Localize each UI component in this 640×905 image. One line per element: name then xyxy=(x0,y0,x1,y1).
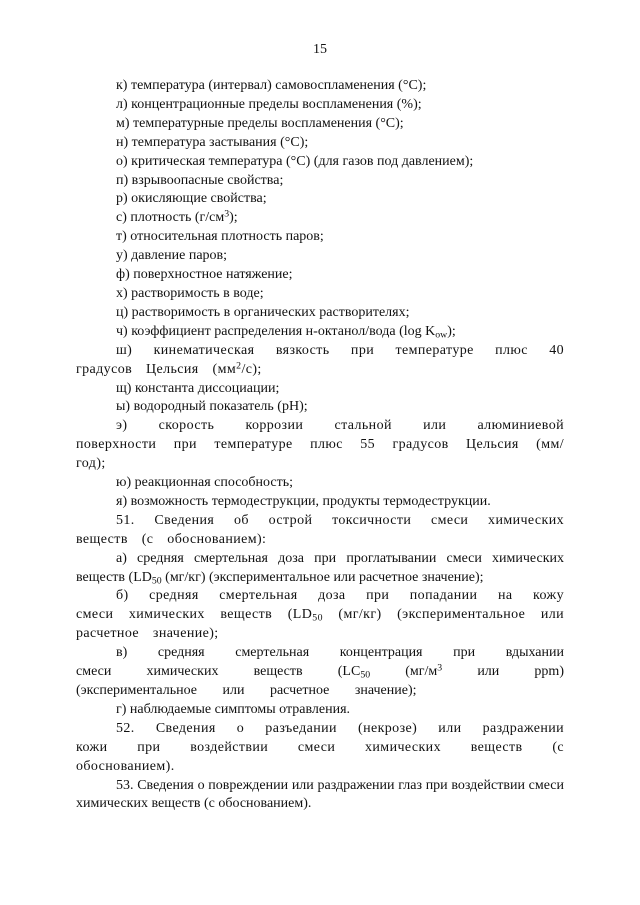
page-number: 15 xyxy=(313,42,327,57)
superscript: 3 xyxy=(224,208,230,220)
text-fragment: ч) коэффициент распределения н-октанол/вода (log K xyxy=(116,323,436,339)
section-51-heading: 51. Сведения об острой токсичности смеси химических веществ (с обоснованием): xyxy=(76,512,564,547)
superscript: 2 xyxy=(236,360,242,372)
text-fragment: ); xyxy=(447,323,456,339)
list-item-f: ф) поверхностное натяжение; xyxy=(116,267,293,283)
list-item-u: у) давление паров; xyxy=(116,248,228,264)
list-item-n: н) температура застывания (°С); xyxy=(116,134,309,150)
list-item-o: о) критическая температура (°С) (для газов под давлением); xyxy=(116,153,474,169)
list-item-y: ы) водородный показатель (pH); xyxy=(116,399,308,415)
list-item-ya: я) возможность термодеструкции, продукты термодеструкции. xyxy=(116,493,491,509)
section-52: 52. Сведения о разъедании (некрозе) или раздражении кожи при воздействии смеси химических веществ (с обоснованием). xyxy=(76,720,564,774)
list-item-l: л) концентрационные пределы воспламенения (%); xyxy=(116,96,422,112)
text-fragment: (мг/кг) (экспериментальное или расчетное значение); xyxy=(76,607,564,642)
list-item-sh xyxy=(76,342,564,380)
list-item-p: п) взрывоопасные свойства; xyxy=(116,172,284,188)
subscript: 50 xyxy=(360,669,371,681)
section-51-item-g: г) наблюдаемые симптомы отравления. xyxy=(116,701,351,717)
text-fragment: а) средняя смертельная доза при проглатывании смеси химических веществ (LD xyxy=(76,550,564,585)
superscript: 3 xyxy=(437,662,443,674)
text-fragment: в) средняя смертельная концентрация при вдыхании смеси химических веществ (LC xyxy=(76,645,564,680)
text-fragment: /с); xyxy=(241,361,262,377)
text-fragment: ); xyxy=(229,210,238,226)
list-item-ch xyxy=(76,323,564,342)
list-item-e: э) скорость коррозии стальной или алюминиевой поверхности при температуре плюс 55 градусов Цельсия (мм/год); xyxy=(76,418,564,472)
list-item-yu: ю) реакционная способность; xyxy=(116,475,293,491)
list-item-r: р) окисляющие свойства; xyxy=(116,191,267,207)
text-fragment: ш) кинематическая вязкость при температуре плюс 40 градусов Цельсия (мм xyxy=(76,342,564,377)
section-51-item-a xyxy=(76,550,564,588)
section-53: 53. Сведения о повреждении или раздражении глаз при воздействии смеси химических веществ (с обоснованием). xyxy=(76,777,564,812)
text-fragment: (мг/м xyxy=(370,664,438,680)
subscript: ow xyxy=(435,329,448,341)
list-item-s xyxy=(76,209,564,228)
subscript: 50 xyxy=(312,612,323,624)
section-51-item-b xyxy=(76,587,564,644)
text-fragment: с) плотность (г/см xyxy=(116,210,225,226)
list-item-t: т) относительная плотность паров; xyxy=(116,229,324,245)
section-51-item-v xyxy=(76,644,564,701)
subscript: 50 xyxy=(151,575,162,586)
list-item-h: х) растворимость в воде; xyxy=(116,285,264,301)
list-item-m: м) температурные пределы воспламенения (°С); xyxy=(116,115,404,131)
text-fragment: б) средняя смертельная доза при попадании на кожу смеси химических веществ (LD xyxy=(76,588,564,623)
list-item-sch: щ) константа диссоциации; xyxy=(116,380,280,396)
text-fragment: или ppm) (экспериментальное или расчетное значение); xyxy=(76,664,564,698)
list-item-ts: ц) растворимость в органических растворителях; xyxy=(116,304,410,320)
document-body xyxy=(76,77,564,814)
list-item-k: к) температура (интервал) самовоспламенения (°С); xyxy=(116,78,427,93)
text-fragment: (мг/кг) (экспериментальное или расчетное значение); xyxy=(161,569,484,585)
